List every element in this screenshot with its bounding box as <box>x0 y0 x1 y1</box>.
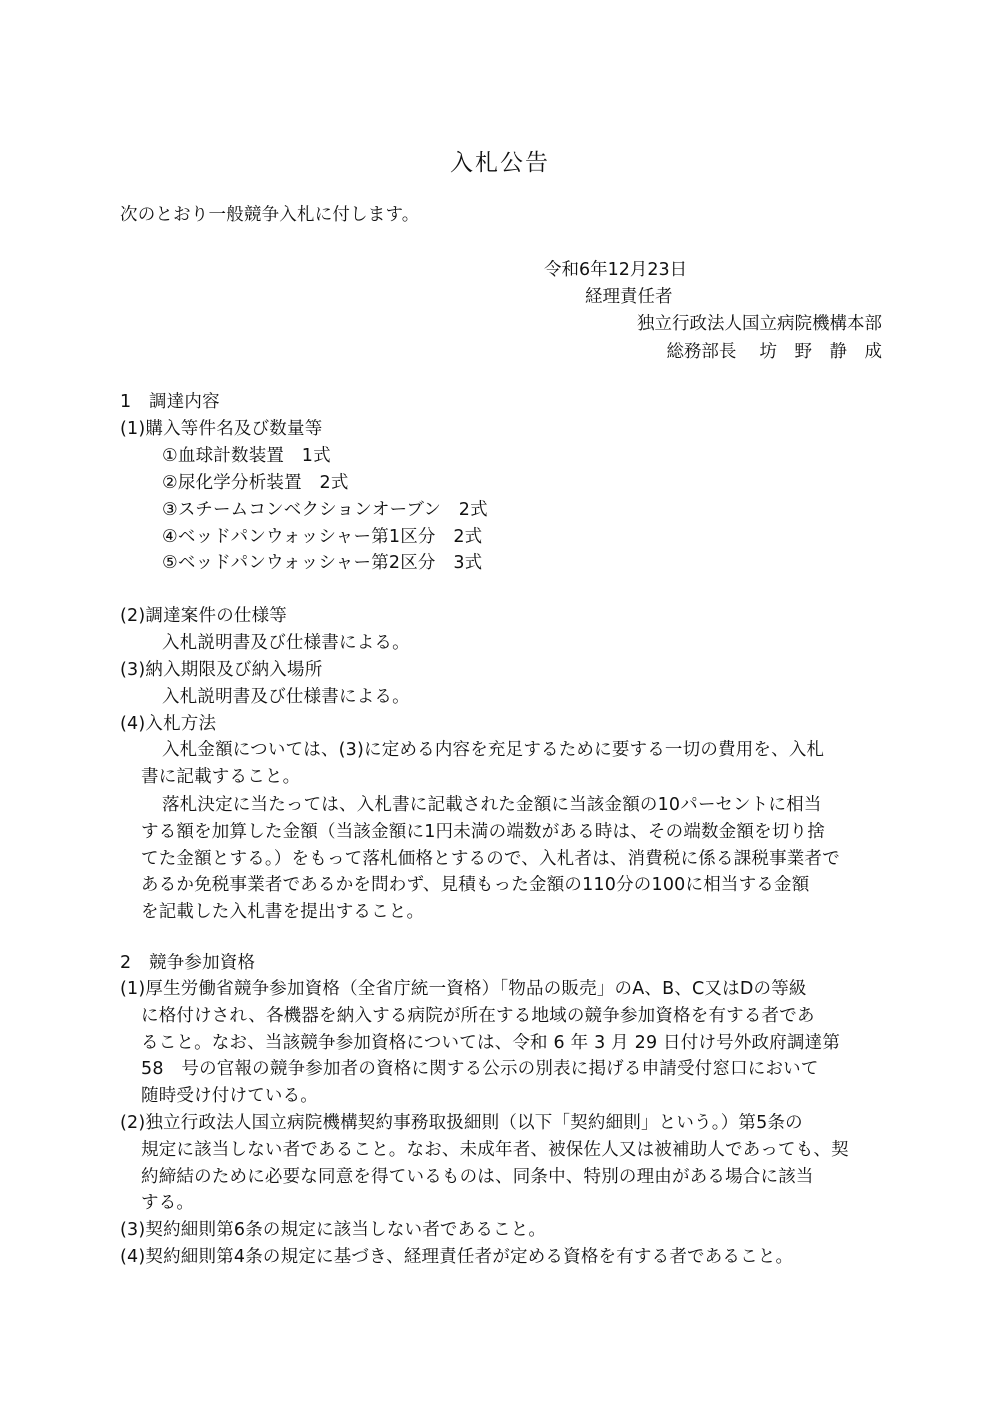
section-1-sub1-heading: (1)購入等件名及び数量等 <box>120 419 323 439</box>
qualification-item-1: ること。なお、当該競争参加資格については、令和 6 年 3 月 29 日付け号外政府調達第 <box>141 1033 841 1053</box>
qualification-item-4: (4)契約細則第4条の規定に基づき、経理責任者が定める資格を有する者であること。 <box>120 1247 794 1267</box>
award-paragraph: する額を加算した金額（当該金額に1円未満の端数がある時は、その端数金額を切り捨 <box>141 822 825 842</box>
section-2-heading: 2 競争参加資格 <box>120 953 256 973</box>
procurement-item: ②尿化学分析装置 2式 <box>162 473 349 493</box>
section-1-sub3-body: 入札説明書及び仕様書による。 <box>162 687 410 707</box>
procurement-item: ⑤ベッドパンウォッシャー第2区分 3式 <box>162 553 483 573</box>
procurement-item: ③スチームコンベクションオーブン 2式 <box>162 500 488 520</box>
section-1-sub2-heading: (2)調達案件の仕様等 <box>120 606 287 626</box>
procurement-item: ①血球計数装置 1式 <box>162 446 331 466</box>
qualification-item-1: に格付けされ、各機器を納入する病院が所在する地域の競争参加資格を有する者であ <box>141 1006 815 1026</box>
issuer-role: 経理責任者 <box>585 287 673 307</box>
intro-text: 次のとおり一般競争入札に付します。 <box>120 205 420 225</box>
section-1-heading: 1 調達内容 <box>120 392 220 412</box>
award-paragraph: あるか免税事業者であるかを問わず、見積もった金額の110分の100に相当する金額 <box>141 875 810 895</box>
qualification-item-3: (3)契約細則第6条の規定に該当しない者であること。 <box>120 1220 547 1240</box>
award-paragraph: てた金額とする。）をもって落札価格とするので、入札者は、消費税に係る課税事業者で <box>141 849 840 869</box>
issuer-name: 総務部長 坊 野 静 成 <box>666 342 882 362</box>
qualification-item-2: 約締結のために必要な同意を得ているものは、同条中、特別の理由がある場合に該当 <box>141 1167 814 1187</box>
award-paragraph: 落札決定に当たっては、入札書に記載された金額に当該金額の10パーセントに相当 <box>162 795 822 815</box>
qualification-item-2: 規定に該当しない者であること。なお、未成年者、被保佐人又は被補助人であっても、契 <box>141 1140 849 1160</box>
award-paragraph: を記載した入札書を提出すること。 <box>141 902 425 922</box>
qualification-item-1: 58 号の官報の競争参加者の資格に関する公示の別表に掲げる申請受付窓口において <box>141 1059 819 1079</box>
qualification-item-2: (2)独立行政法人国立病院機構契約事務取扱細則（以下「契約細則」という。）第5条の <box>120 1113 803 1133</box>
issue-date: 令和6年12月23日 <box>544 260 688 280</box>
section-1-sub3-heading: (3)納入期限及び納入場所 <box>120 660 323 680</box>
qualification-item-2: する。 <box>141 1193 195 1213</box>
section-1-sub4-heading: (4)入札方法 <box>120 714 217 734</box>
issuer-organization: 独立行政法人国立病院機構本部 <box>637 314 882 334</box>
bid-method-paragraph: 入札金額については、(3)に定める内容を充足するために要する一切の費用を、入札 <box>162 740 825 760</box>
section-1-sub2-body: 入札説明書及び仕様書による。 <box>162 633 410 653</box>
procurement-item: ④ベッドパンウォッシャー第1区分 2式 <box>162 527 483 547</box>
bid-method-paragraph: 書に記載すること。 <box>141 767 301 787</box>
qualification-item-1: (1)厚生労働省競争参加資格（全省庁統一資格）「物品の販売」のA、B、C又はDの等級 <box>120 979 807 999</box>
qualification-item-1: 随時受け付けている。 <box>141 1086 318 1106</box>
page-title: 入札公告 <box>450 150 550 176</box>
